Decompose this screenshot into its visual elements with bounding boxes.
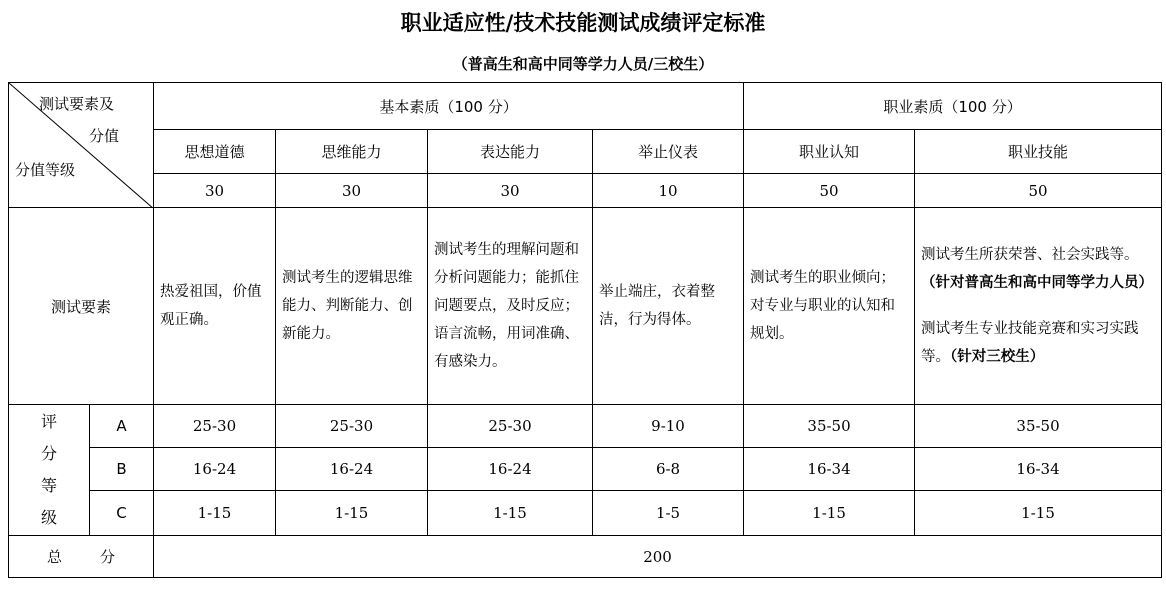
column-header: 思维能力 [276,130,428,174]
column-header: 表达能力 [428,130,593,174]
grade-letter: C [90,491,154,536]
description-cell: 测试考生的逻辑思维能力、判断能力、创新能力。 [276,208,428,405]
corner-label-mid: 分值 [89,127,120,145]
total-label-char: 分 [100,548,116,566]
column-score: 10 [593,174,744,208]
grade-range-cell: 35-50 [744,405,915,448]
grade-label-char: 评 [40,412,57,431]
column-score: 50 [915,174,1162,208]
column-header: 思想道德 [154,130,276,174]
grade-label-char: 分 [40,444,57,463]
elements-row-label: 测试要素 [9,208,154,405]
grade-range-cell: 9-10 [593,405,744,448]
column-header: 举止仪表 [593,130,744,174]
grade-range-cell: 1-15 [744,491,915,536]
page-title: 职业适应性/技术技能测试成绩评定标准 [400,10,766,35]
description-cell: 测试考生的理解问题和分析问题能力；能抓住问题要点，及时反应；语言流畅，用词准确、有感染力。 [428,208,593,405]
grade-letter: A [90,405,154,448]
description-cell [915,208,1162,405]
header-corner-cell [9,83,154,208]
grade-range-cell: 16-24 [154,448,276,491]
column-score: 30 [154,174,276,208]
group-header-basic: 基本素质（100 分） [154,83,744,130]
total-label-char: 总 [46,548,62,566]
column-score: 50 [744,174,915,208]
description-cell: 举止端庄，衣着整洁，行为得体。 [593,208,744,405]
group-header-professional: 职业素质（100 分） [744,83,1162,130]
grade-range-cell: 1-5 [593,491,744,536]
column-score: 30 [276,174,428,208]
grade-range-cell: 25-30 [154,405,276,448]
description-cell: 测试考生的职业倾向；对专业与职业的认知和规划。 [744,208,915,405]
grade-label-char: 级 [40,508,57,527]
grade-range-cell: 25-30 [428,405,593,448]
grade-range-cell: 25-30 [276,405,428,448]
grade-range-cell: 16-24 [276,448,428,491]
description-note: （针对三校生） [950,349,1045,365]
column-header: 职业技能 [915,130,1162,174]
column-score: 30 [428,174,593,208]
corner-label-top: 测试要素及 [39,95,115,113]
description-text: 测试考生专业技能竞赛和实习实践等。 [921,321,1139,365]
grade-range-cell: 16-34 [915,448,1162,491]
grade-letter: B [90,448,154,491]
corner-label-bottom: 分值等级 [15,161,76,179]
grade-group-label [9,405,90,536]
grade-range-cell: 1-15 [154,491,276,536]
description-cell: 热爱祖国，价值观正确。 [154,208,276,405]
total-value: 200 [154,536,1162,578]
grade-range-cell: 1-15 [428,491,593,536]
grade-range-cell: 6-8 [593,448,744,491]
grade-range-cell: 16-34 [744,448,915,491]
grade-range-cell: 16-24 [428,448,593,491]
description-text: 测试考生所获荣誉、社会实践等。 [921,247,1139,263]
grade-range-cell: 35-50 [915,405,1162,448]
scoring-table [8,82,1162,578]
grade-range-cell: 1-15 [276,491,428,536]
grade-label-char: 等 [40,476,57,495]
column-header: 职业认知 [744,130,915,174]
grade-range-cell: 1-15 [915,491,1162,536]
page-subtitle: （普高生和高中同等学力人员/三校生） [452,55,714,73]
description-note: （针对普高生和高中同等学力人员） [921,275,1154,291]
total-label [9,536,154,578]
